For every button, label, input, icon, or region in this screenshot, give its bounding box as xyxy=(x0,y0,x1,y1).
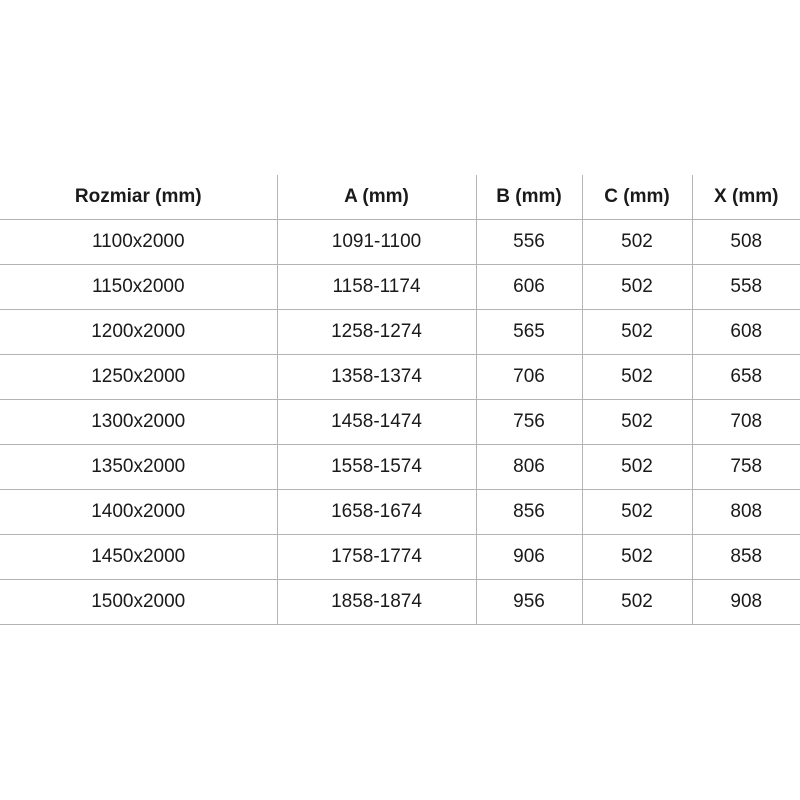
cell-a: 1758-1774 xyxy=(277,535,476,580)
header-x: X (mm) xyxy=(692,175,800,220)
cell-size: 1100x2000 xyxy=(0,220,277,265)
cell-size: 1400x2000 xyxy=(0,490,277,535)
header-a: A (mm) xyxy=(277,175,476,220)
table-row xyxy=(0,580,800,625)
header-size: Rozmiar (mm) xyxy=(0,175,277,220)
cell-x: 808 xyxy=(692,490,800,535)
cell-c: 502 xyxy=(582,490,692,535)
cell-size: 1300x2000 xyxy=(0,400,277,445)
cell-x: 908 xyxy=(692,580,800,625)
cell-x: 758 xyxy=(692,445,800,490)
cell-b: 706 xyxy=(476,355,582,400)
cell-c: 502 xyxy=(582,310,692,355)
header-b: B (mm) xyxy=(476,175,582,220)
cell-x: 858 xyxy=(692,535,800,580)
cell-x: 708 xyxy=(692,400,800,445)
cell-size: 1200x2000 xyxy=(0,310,277,355)
header-c: C (mm) xyxy=(582,175,692,220)
cell-c: 502 xyxy=(582,265,692,310)
table-row xyxy=(0,535,800,580)
cell-b: 906 xyxy=(476,535,582,580)
cell-b: 956 xyxy=(476,580,582,625)
cell-c: 502 xyxy=(582,220,692,265)
table-row xyxy=(0,265,800,310)
cell-b: 565 xyxy=(476,310,582,355)
table-row xyxy=(0,400,800,445)
cell-size: 1450x2000 xyxy=(0,535,277,580)
cell-a: 1458-1474 xyxy=(277,400,476,445)
cell-a: 1558-1574 xyxy=(277,445,476,490)
cell-c: 502 xyxy=(582,535,692,580)
cell-x: 608 xyxy=(692,310,800,355)
cell-x: 508 xyxy=(692,220,800,265)
cell-b: 856 xyxy=(476,490,582,535)
cell-size: 1250x2000 xyxy=(0,355,277,400)
cell-x: 558 xyxy=(692,265,800,310)
cell-a: 1091-1100 xyxy=(277,220,476,265)
cell-b: 556 xyxy=(476,220,582,265)
cell-size: 1150x2000 xyxy=(0,265,277,310)
table-header-row xyxy=(0,175,800,220)
cell-c: 502 xyxy=(582,580,692,625)
cell-a: 1858-1874 xyxy=(277,580,476,625)
table-row xyxy=(0,445,800,490)
cell-x: 658 xyxy=(692,355,800,400)
cell-size: 1500x2000 xyxy=(0,580,277,625)
cell-b: 606 xyxy=(476,265,582,310)
table-row xyxy=(0,490,800,535)
table-row xyxy=(0,310,800,355)
cell-a: 1158-1174 xyxy=(277,265,476,310)
dimensions-table xyxy=(0,175,800,625)
table-row xyxy=(0,220,800,265)
cell-c: 502 xyxy=(582,445,692,490)
cell-c: 502 xyxy=(582,400,692,445)
cell-size: 1350x2000 xyxy=(0,445,277,490)
dimensions-table-container xyxy=(0,175,800,625)
cell-b: 806 xyxy=(476,445,582,490)
cell-b: 756 xyxy=(476,400,582,445)
table-row xyxy=(0,355,800,400)
cell-a: 1658-1674 xyxy=(277,490,476,535)
cell-a: 1358-1374 xyxy=(277,355,476,400)
cell-c: 502 xyxy=(582,355,692,400)
cell-a: 1258-1274 xyxy=(277,310,476,355)
